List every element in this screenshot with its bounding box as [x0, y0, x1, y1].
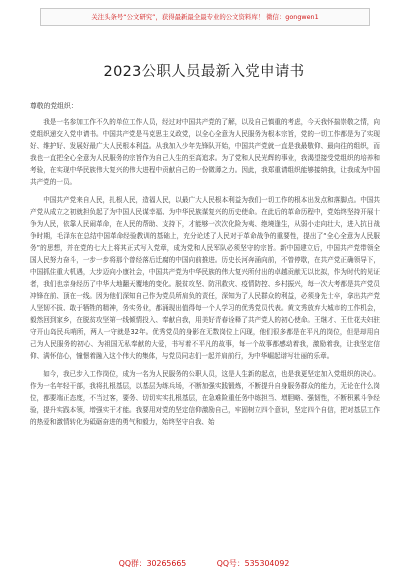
paragraph-1: 我是一名参加工作不久的单位工作人员，经过对中国共产党的了解，以及自己慎重的考虑，今天我怀揣崇敬之情，向党组织递交入党申请书。中国共产党是马克思主义政党，以全心全意为人民服务为根本宗旨，党的一切工作都是为了实现好、维护好、发展好最广大人民根本利益。从我加入少年先锋队开始，中国共产党就一直是我最敬仰、最向往的组织，而我也一直把全心全意为人民服务的宗旨作为自己人生的至高追求。为了党和人民光辉的事业，我渴望接受党组织的培养和考验，在实现中华民族伟大复兴的伟大进程中贡献自己的一份微薄之力。因此，我郑重请组织能够接纳我，让我成为中国共产党的一员。 — [30, 118, 380, 186]
qq-group-label: QQ群：30265665 — [118, 559, 187, 568]
salutation: 尊敬的党组织： — [30, 102, 78, 110]
paragraph-3: 如今，我已步入工作岗位，成为一名为人民服务的公职人员，这是人生新的起点，也是我更坚定加入党组织的决心。作为一名年轻干部，我将扎根基层，以基层为练兵场，不断加强实践锻炼，不断提升自身服务群众的能力，无论在什么岗位，都要端正态度，不当过客，要务、切切实实扎根基层，在急难险重任务中练担当、增胆略、强韧性，不断积累斗争经验，提升实践本领，增强实干才能。我要用对党的坚定信仰激励自己，牢固树立四个意识，坚定四个自信，把对基层工作的热爱和激情转化为砥砺奋进的勇气和毅力，始终坚守自我、始 — [30, 370, 380, 426]
paragraph-2: 中国共产党来自人民，扎根人民，造福人民，以最广大人民根本利益为我们一切工作的根本出发点和落脚点。中国共产党从成立之初就担负起了为中国人民谋幸福、为中华民族谋复兴的历史使命。在此后的革命历程中，党始终坚持开展十争为人民，依靠人民闹革命，在人民的帮助、支持下，才能够一次次化险为夷、绝境逢生，从弱小走向壮大，进入抗日战争时期，毛泽东在总结中国革命经验教训的基础上，充分论述了人民对于革命战争的重要性，提出了“全心全意为人民服务”的思想，并在党的七大上将其正式写入党章，成为党和人民军队必须坚守的宗旨。新中国建立后，中国共产党带领全国人民努力奋斗，一步一步将那个曾经落后迁腐的中国向前推进。历史长河奔涌向前，不曾停歇，在共产党正确领导下，中国抓住重大机遇，大步迈向小康社会，中国共产党为中华民族的伟大复兴所付出的卓越贡献无以比拟，作为时代的见证者，我们也亲身经历了中华大地翻天覆地的变化。脱贫攻坚、防汛救灾、疫情防控、乡村振兴，每一次大考都是共产党员冲锋在前、顶在一线。因为他们深知自己作为党员所肩负的责任，深知为了人民群众的利益，必须身先士卒，拿出共产党人坚韧不拔、敢于牺牲的精神，务实务业，都涌现出值得每一个人学习的优秀党员代表。黄文秀放弃大城市的工作机会，毅然回到家乡，在脱贫攻坚第一线倾情投入、奉献自我，用美好青春诠释了共产党人的初心使命。王继才、王仕花夫妇驻守开山岛民兵哨所，两人一守就是32年。优秀党员的身影在无数岗位上闪现，他们很多都是在平凡的岗位，但是却用自己为人民服务的初心、为祖国无私奉献的大爱，书写着不平凡的故事，每一个故事都感动着我，激励着我，让我坚定信仰、满怀信心，憧憬着融入这个伟大的集体，与党员同志们一起并肩前行，为中华崛起谱写壮丽的乐章。 — [30, 196, 380, 360]
qq-number-label: QQ号：535304092 — [216, 559, 290, 568]
document-body — [30, 116, 380, 434]
footer-contact — [0, 558, 408, 569]
document-title: 2023公职人员最新入党申请书 — [103, 64, 305, 80]
promo-banner: 关注头条号“公文研究”，获得最新最全最专业的公文资料库！ 微信：gongwen1 — [40, 8, 370, 26]
